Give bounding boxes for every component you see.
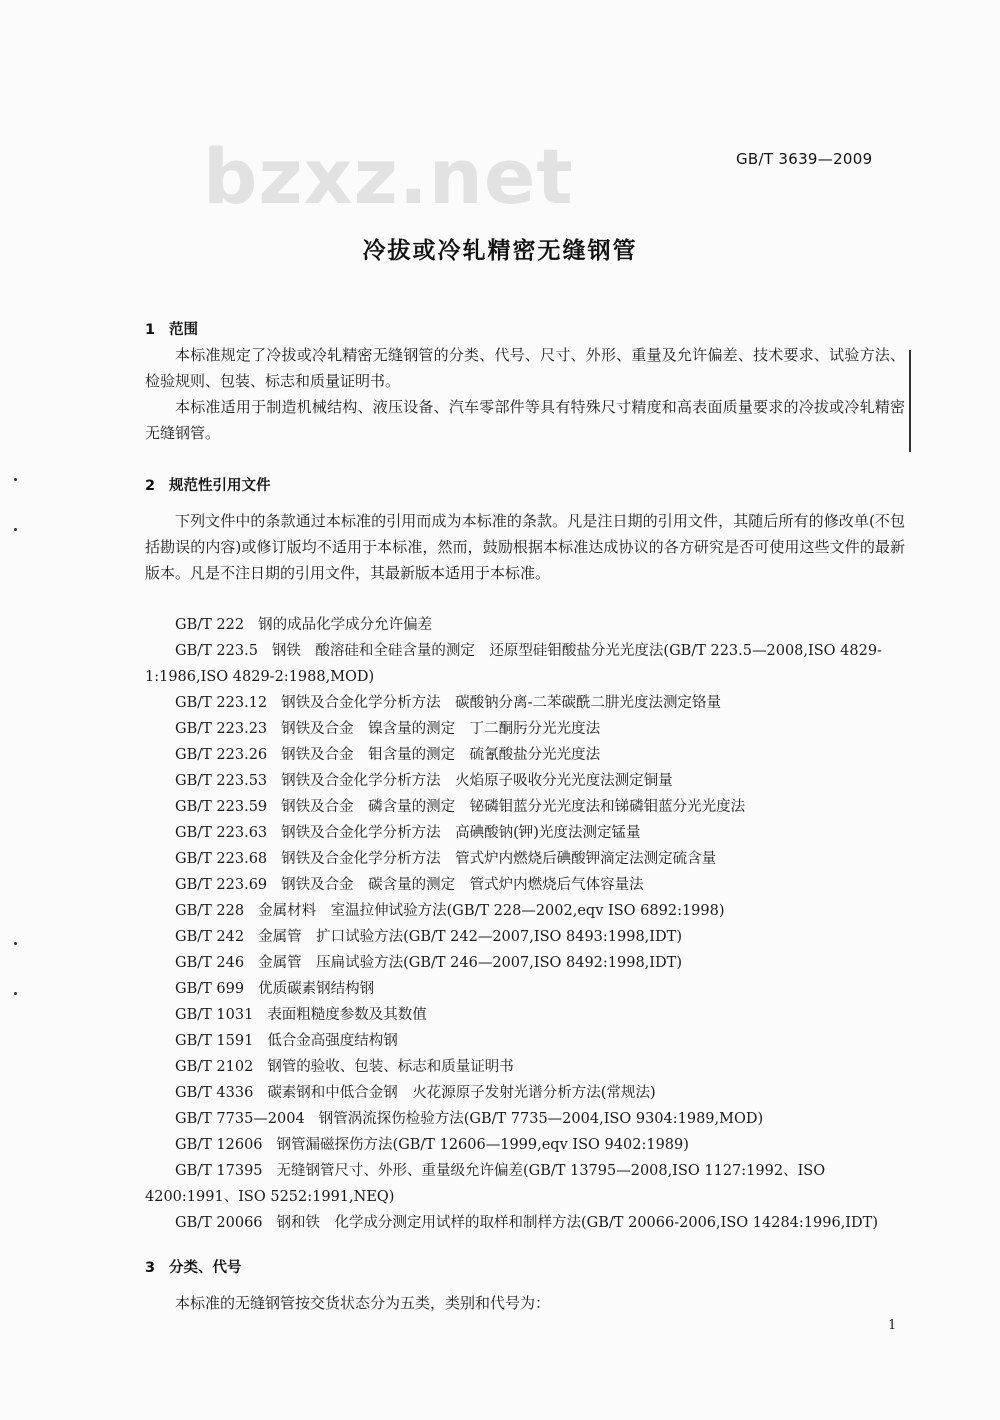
reference-code: GB/T 223.26 xyxy=(175,747,268,763)
reference-item xyxy=(145,898,905,924)
section-3-heading xyxy=(145,1256,242,1277)
reference-text: 钢铁及合金 钼含量的测定 硫氰酸盐分光光度法 xyxy=(281,747,601,763)
reference-code: GB/T 223.59 xyxy=(175,799,268,815)
scan-speck xyxy=(14,528,17,531)
reference-text: 钢管的验收、包装、标志和质量证明书 xyxy=(267,1059,514,1075)
reference-code: GB/T 228 xyxy=(175,903,245,919)
reference-text: 钢铁及合金化学分析方法 高碘酸钠(钾)光度法测定锰量 xyxy=(281,825,641,841)
reference-text: 优质碳素钢结构钢 xyxy=(258,981,375,997)
reference-code: GB/T 7735—2004 xyxy=(175,1111,305,1127)
reference-item xyxy=(145,1106,905,1132)
section-title: 范围 xyxy=(169,322,198,338)
reference-code: GB/T 223.12 xyxy=(175,695,268,711)
reference-item xyxy=(145,846,905,872)
reference-text: 无缝钢管尺寸、外形、重量级允许偏差(GB/T 13795—2008,ISO 1127:1992、ISO 4200:1991、ISO 5252:1991,NEQ) xyxy=(145,1163,826,1205)
reference-code: GB/T 12606 xyxy=(175,1137,263,1153)
scan-speck xyxy=(14,478,17,481)
reference-item xyxy=(145,1132,905,1158)
reference-code: GB/T 223.5 xyxy=(175,643,258,659)
reference-item xyxy=(145,1158,905,1210)
revision-bar xyxy=(909,350,911,452)
reference-item xyxy=(145,950,905,976)
reference-text: 钢和铁 化学成分测定用试样的取样和制样方法(GB/T 20066-2006,ISO 14284:1996,IDT) xyxy=(276,1215,878,1231)
reference-item xyxy=(145,1080,905,1106)
reference-code: GB/T 17395 xyxy=(175,1163,263,1179)
reference-item xyxy=(145,612,905,638)
section-title: 规范性引用文件 xyxy=(169,478,271,494)
reference-code: GB/T 20066 xyxy=(175,1215,263,1231)
reference-text: 金属管 压扁试验方法(GB/T 246—2007,ISO 8492:1998,IDT) xyxy=(258,955,682,971)
reference-code: GB/T 222 xyxy=(175,617,245,633)
reference-item xyxy=(145,768,905,794)
reference-text: 钢铁及合金化学分析方法 管式炉内燃烧后碘酸钾滴定法测定硫含量 xyxy=(281,851,717,867)
reference-code: GB/T 246 xyxy=(175,955,245,971)
scope-paragraph-1: 本标准规定了冷拔或冷轧精密无缝钢管的分类、代号、尺寸、外形、重量及允许偏差、技术要求、试验方法、检验规则、包装、标志和质量证明书。 xyxy=(145,346,905,390)
references-intro: 下列文件中的条款通过本标准的引用而成为本标准的条款。凡是注日期的引用文件，其随后所有的修改单(不包括勘误的内容)或修订版均不适用于本标准，然而，鼓励根据本标准达成协议的各方研究是否可使用这些文件的最新版本。凡是不注日期的引用文件，其最新版本适用于本标准。 xyxy=(145,512,905,582)
reference-item xyxy=(145,638,905,690)
reference-text: 钢铁 酸溶硅和全硅含量的测定 还原型硅钼酸盐分光光度法(GB/T 223.5—2008,ISO 4829-1:1986,ISO 4829-2:1988,MOD) xyxy=(145,643,882,685)
reference-code: GB/T 2102 xyxy=(175,1059,254,1075)
reference-item xyxy=(145,1210,905,1236)
reference-code: GB/T 223.69 xyxy=(175,877,268,893)
reference-item xyxy=(145,1002,905,1028)
section-title: 分类、代号 xyxy=(169,1260,242,1276)
reference-code: GB/T 223.68 xyxy=(175,851,268,867)
section-2-heading xyxy=(145,474,271,495)
reference-text: 表面粗糙度参数及其数值 xyxy=(267,1007,427,1023)
section-number: 3 xyxy=(145,1260,156,1276)
reference-code: GB/T 242 xyxy=(175,929,245,945)
reference-code: GB/T 1591 xyxy=(175,1033,254,1049)
reference-text: 低合金高强度结构钢 xyxy=(267,1033,398,1049)
reference-item xyxy=(145,872,905,898)
reference-item xyxy=(145,742,905,768)
page-number: 1 xyxy=(888,1318,897,1333)
reference-item xyxy=(145,820,905,846)
reference-text: 钢铁及合金化学分析方法 火焰原子吸收分光光度法测定铜量 xyxy=(281,773,673,789)
reference-code: GB/T 223.63 xyxy=(175,825,268,841)
reference-code: GB/T 223.23 xyxy=(175,721,268,737)
reference-list xyxy=(145,612,905,1236)
reference-text: 钢管涡流探伤检验方法(GB/T 7735—2004,ISO 9304:1989,MOD) xyxy=(318,1111,764,1127)
reference-text: 钢管漏磁探伤方法(GB/T 12606—1999,eqv ISO 9402:1989) xyxy=(276,1137,689,1153)
scope-paragraph-2: 本标准适用于制造机械结构、液压设备、汽车零部件等具有特殊尺寸精度和高表面质量要求的冷拔或冷轧精密无缝钢管。 xyxy=(145,398,905,442)
reference-text: 碳素钢和中低合金钢 火花源原子发射光谱分析方法(常规法) xyxy=(267,1085,656,1101)
reference-code: GB/T 223.53 xyxy=(175,773,268,789)
watermark: bzxz.net xyxy=(203,132,574,221)
reference-text: 钢铁及合金化学分析方法 碳酸钠分离-二苯碳酰二肼光度法测定铬量 xyxy=(281,695,722,711)
section-1-heading xyxy=(145,318,198,339)
scan-speck xyxy=(14,942,17,945)
classification-paragraph: 本标准的无缝钢管按交货状态分为五类，类别和代号为： xyxy=(175,1294,551,1312)
reference-code: GB/T 699 xyxy=(175,981,245,997)
reference-item xyxy=(145,1028,905,1054)
document-title: 冷拔或冷轧精密无缝钢管 xyxy=(362,238,638,264)
reference-text: 钢铁及合金 磷含量的测定 铋磷钼蓝分光光度法和锑磷钼蓝分光光度法 xyxy=(281,799,746,815)
reference-text: 钢铁及合金 碳含量的测定 管式炉内燃烧后气体容量法 xyxy=(281,877,644,893)
reference-item xyxy=(145,1054,905,1080)
reference-text: 钢铁及合金 镍含量的测定 丁二酮肟分光光度法 xyxy=(281,721,601,737)
reference-item xyxy=(145,690,905,716)
section-number: 1 xyxy=(145,322,156,338)
reference-text: 金属材料 室温拉伸试验方法(GB/T 228—2002,eqv ISO 6892:1998) xyxy=(258,903,725,919)
reference-item xyxy=(145,976,905,1002)
section-number: 2 xyxy=(145,478,156,494)
reference-code: GB/T 4336 xyxy=(175,1085,254,1101)
reference-text: 钢的成品化学成分允许偏差 xyxy=(258,617,433,633)
standard-number: GB/T 3639—2009 xyxy=(736,150,873,168)
reference-text: 金属管 扩口试验方法(GB/T 242—2007,ISO 8493:1998,IDT) xyxy=(258,929,682,945)
reference-code: GB/T 1031 xyxy=(175,1007,254,1023)
scan-speck xyxy=(14,992,17,995)
reference-item xyxy=(145,924,905,950)
reference-item xyxy=(145,794,905,820)
reference-item xyxy=(145,716,905,742)
